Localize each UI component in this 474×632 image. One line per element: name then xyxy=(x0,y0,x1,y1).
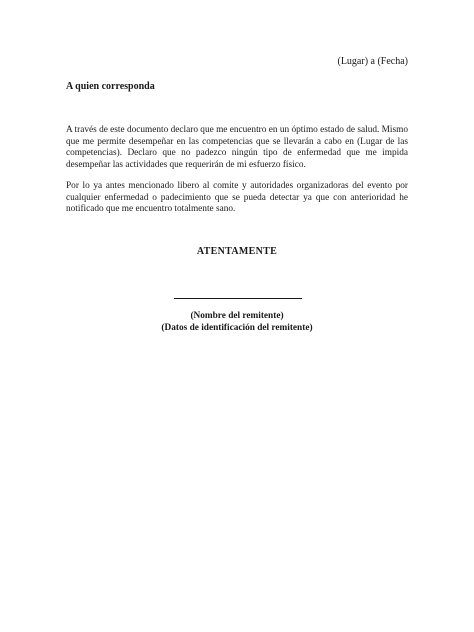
salutation: A quien corresponda xyxy=(66,81,155,92)
body-paragraph-2: Por lo ya antes mencionado libero al comite y autoridades organizadoras del evento por cualquier enfermedad o padecimiento que se pueda detectar ya que con anterioridad he notificado que me encuentro totalmente sano. xyxy=(66,181,408,214)
sender-identification: (Datos de identificación del remitente) xyxy=(161,323,313,333)
place-date: (Lugar) a (Fecha) xyxy=(337,56,408,67)
sender-name: (Nombre del remitente) xyxy=(190,311,284,321)
closing: ATENTAMENTE xyxy=(196,246,278,257)
body-paragraph-1: A través de este documento declaro que me encuentro en un óptimo estado de salud. Mismo que me permite desempeñar en las competencias que se llevarán a cabo en (Lugar de las competencias). Declaro que no padezco ningún tipo de enfermedad que me impida desempeñar las actividades que requerirán de mi esfuerzo físico. xyxy=(66,125,408,170)
signature-line xyxy=(174,298,302,299)
